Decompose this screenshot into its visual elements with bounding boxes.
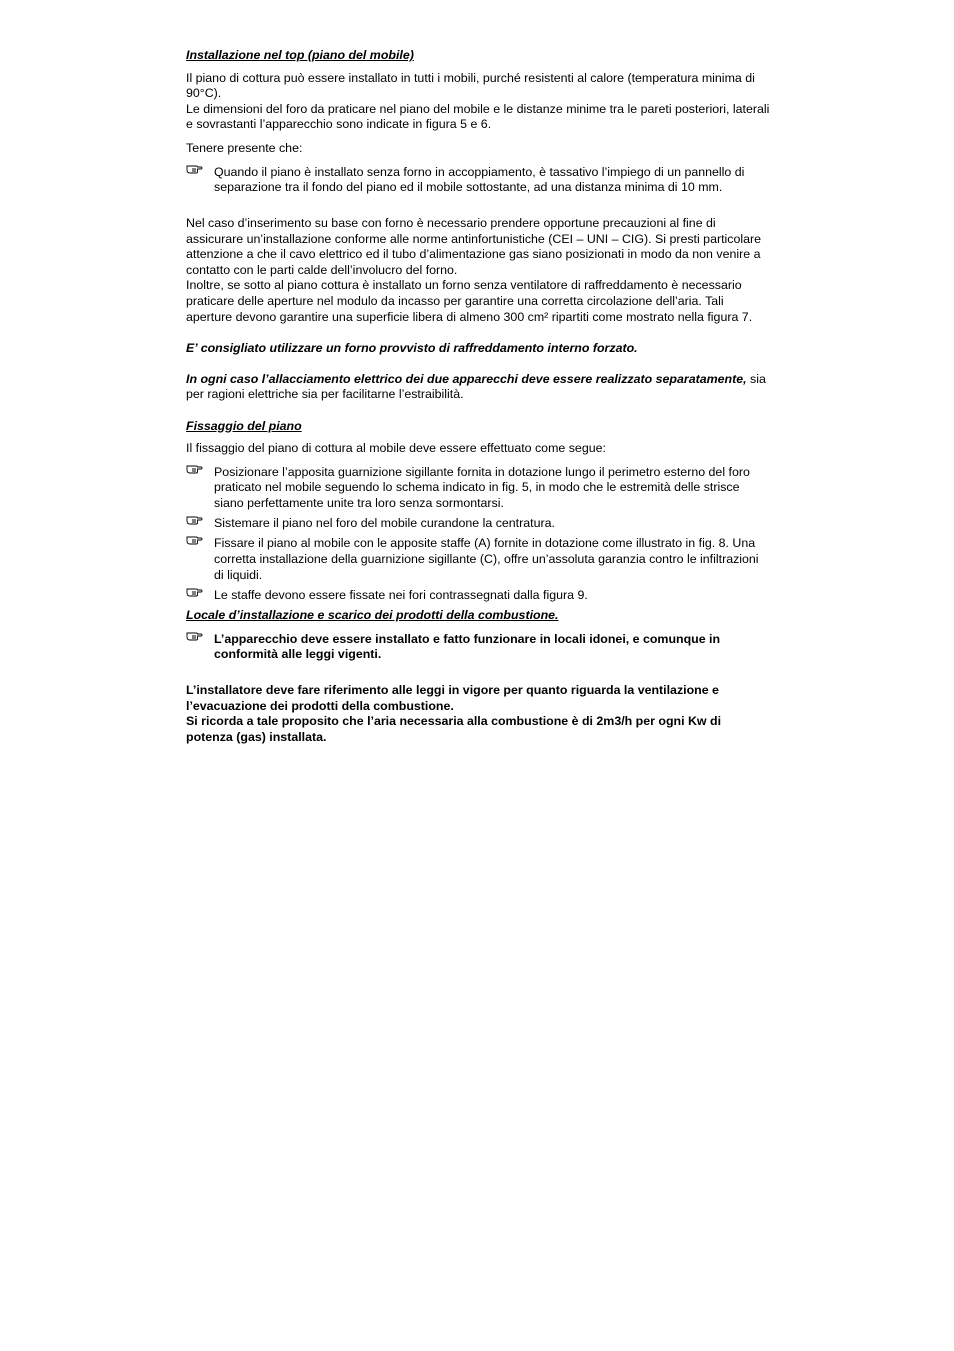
paragraph: Le dimensioni del foro da praticare nel piano del mobile e le distanze minime tra le pareti posteriori, laterali e sovrastanti l’apparecchio sono indicate in figura 5 e 6. xyxy=(186,101,770,132)
pointing-hand-icon xyxy=(186,162,203,174)
section-heading-locale: Locale d’installazione e scarico dei prodotti della combustione. xyxy=(186,607,559,622)
paragraph: Tenere presente che: xyxy=(186,140,303,155)
list-item xyxy=(186,632,770,663)
note-bold-part: In ogni caso l’allacciamento elettrico dei due apparecchi deve essere realizzato separatamente, xyxy=(186,371,747,386)
paragraph: L’installatore deve fare riferimento alle leggi in vigore per quanto riguarda la ventilazione e l’evacuazione dei prodotti della combustione. xyxy=(186,682,719,713)
note-regular-part: sia per ragioni elettriche sia per facilitarne l’estraibilità. xyxy=(186,371,766,402)
paragraph: Nel caso d’inserimento su base con forno è necessario prendere opportune precauzioni al fine di assicurare un’installazione conforme alle norme antinfortunistiche (CEI – UNI – CIG). Si presti particolare attenzione a che il cavo elettrico ed il tubo d’alimentazione gas siano posizionati in modo da non venire a contatto con le parti calde dell’involucro del forno. xyxy=(186,215,762,277)
pointing-hand-icon xyxy=(186,585,203,597)
list-item-text: Le staffe devono essere fissate nei fori contrassegnati dalla figura 9. xyxy=(214,587,588,602)
list-item xyxy=(186,536,770,583)
document-page xyxy=(186,48,770,745)
paragraph: Si ricorda a tale proposito che l’aria necessaria alla combustione è di 2m3/h per ogni Kw di potenza (gas) installata. xyxy=(186,714,722,744)
list-item-text: Quando il piano è installato senza forno in accoppiamento, è tassativo l’impiego di un pannello di separazione tra il fondo del piano ed il mobile sottostante, ad una distanza minima di 10 mm. xyxy=(214,164,745,195)
list-item-text: Sistemare il piano nel foro del mobile curandone la centratura. xyxy=(214,516,555,531)
list-item xyxy=(186,465,770,512)
section-heading-fissaggio: Fissaggio del piano xyxy=(186,418,302,433)
section-heading-installazione: Installazione nel top (piano del mobile) xyxy=(186,48,414,62)
pointing-hand-icon xyxy=(186,629,203,641)
paragraph: Il piano di cottura può essere installato in tutti i mobili, purché resistenti al calore (temperatura minima di 90°C). xyxy=(186,70,755,101)
list-item xyxy=(186,516,770,532)
paragraph: Il fissaggio del piano di cottura al mobile deve essere effettuato come segue: xyxy=(186,441,606,456)
note-electrical-connection xyxy=(186,372,770,403)
list-item xyxy=(186,588,770,604)
paragraph: Inoltre, se sotto al piano cottura è installato un forno senza ventilatore di raffreddamento è necessario praticare delle aperture nel modulo da incasso per garantire una corretta circolazione dell’aria. Tali aperture devono garantire una superficie libera di almeno 300 cm² ripartiti come mostrato nella figura 7. xyxy=(186,278,753,324)
list-item-text: Posizionare l’apposita guarnizione sigillante fornita in dotazione lungo il perimetro esterno del foro praticato nel mobile seguendo lo schema indicato in fig. 5, in modo che le estremità delle strisce siano perfettamente unite tra loro senza sormontarsi. xyxy=(214,464,750,511)
pointing-hand-icon xyxy=(186,513,203,525)
list-item-text: Fissare il piano al mobile con le apposite staffe (A) fornite in dotazione come illustrato in fig. 8. Una corretta installazione della guarnizione sigillante (C), offre un’assoluta garanzia contro le infiltrazioni di liquidi. xyxy=(214,536,759,582)
list-item-text: L’apparecchio deve essere installato e fatto funzionare in locali idonei, e comunque in conformità alle leggi vigenti. xyxy=(214,631,721,662)
list-item xyxy=(186,165,770,196)
pointing-hand-icon xyxy=(186,533,203,545)
pointing-hand-icon xyxy=(186,462,203,474)
note-forced-cooling: E’ consigliato utilizzare un forno provvisto di raffreddamento interno forzato. xyxy=(186,340,638,355)
